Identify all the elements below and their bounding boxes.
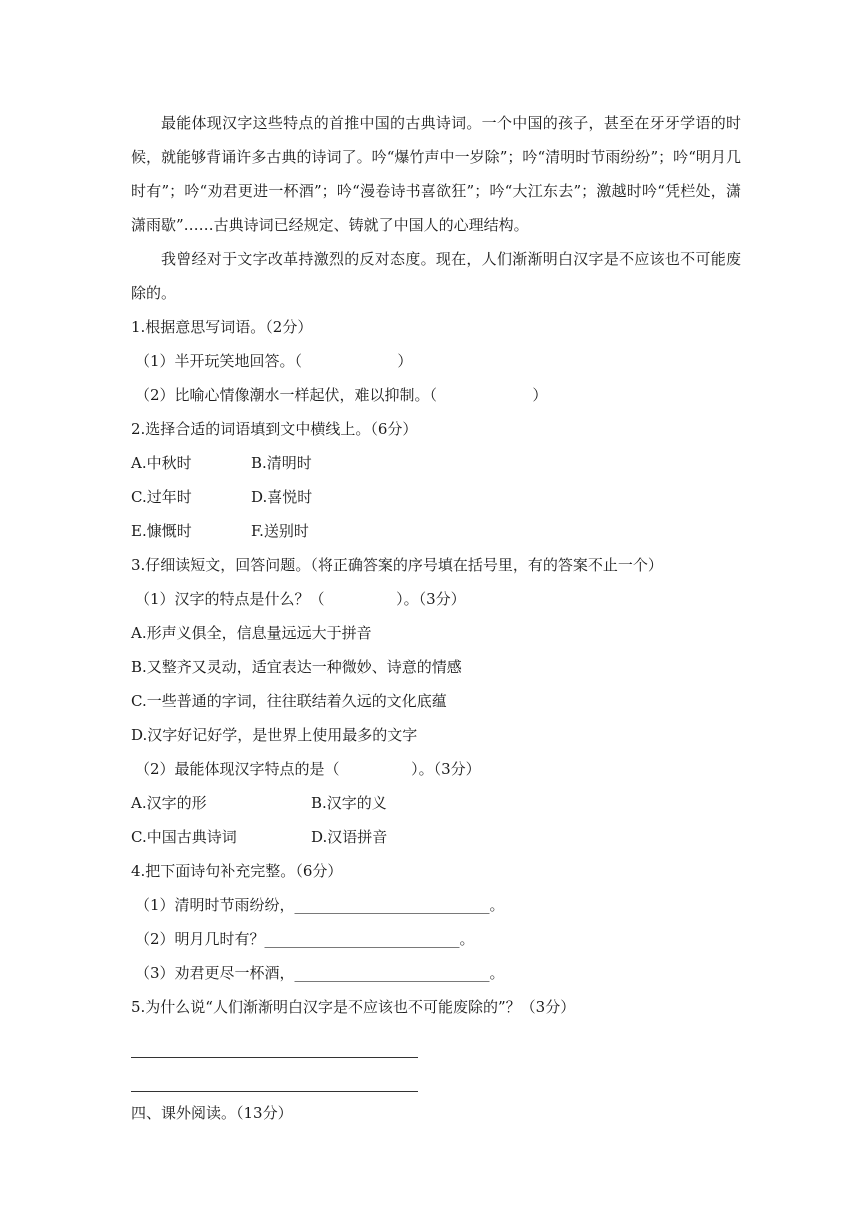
option-d: D.汉语拼音 [311, 828, 388, 846]
question-3-sub-2-options-row [131, 786, 741, 820]
question-3-sub-1-option-a: A.形声义俱全，信息量远远大于拼音 [131, 624, 372, 642]
section-4-heading: 四、课外阅读。（13分） [131, 1104, 293, 1122]
question-2-options-row [131, 446, 741, 480]
question-3-sub-1: （1）汉字的特点是什么？（ ）。（3分） [135, 590, 466, 608]
option-f: F.送别时 [251, 522, 309, 540]
paragraph-poetry: 最能体现汉字这些特点的首推中国的古典诗词。一个中国的孩子，甚至在牙牙学语的时候，就能够背诵许多古典的诗词了。吟“爆竹声中一岁除”；吟“清明时节雨纷纷”；吟“明月几时有”；吟“劝君更进一杯酒”；吟“漫卷诗书喜欲狂”；吟“大江东去”；激越时吟“凭栏处，潇潇雨歇”……古典诗词已经规定、铸就了中国人的心理结构。 [131, 114, 741, 234]
question-5-title: 5.为什么说“人们渐渐明白汉字是不应该也不可能废除的”？（3分） [131, 998, 576, 1016]
question-1-item-2: （2）比喻心情像潮水一样起伏，难以抑制。（ ） [135, 386, 548, 404]
option-d: D.喜悦时 [251, 488, 313, 506]
option-e: E.慷慨时 [131, 522, 192, 540]
question-1-item-1: （1）半开玩笑地回答。（ ） [135, 352, 413, 370]
question-4-item-2: （2）明月几时有？__________________________。 [135, 930, 475, 948]
option-b: B.清明时 [251, 454, 312, 472]
question-4-item-3: （3）劝君更尽一杯酒，__________________________。 [135, 964, 505, 982]
question-4-item-1: （1）清明时节雨纷纷，__________________________。 [135, 896, 505, 914]
answer-line[interactable] [131, 1024, 418, 1058]
question-3-sub-1-option-b: B.又整齐又灵动，适宜表达一种微妙、诗意的情感 [131, 658, 462, 676]
question-3-sub-2-options-row [131, 820, 741, 854]
option-c: C.中国古典诗词 [131, 828, 237, 846]
option-c: C.过年时 [131, 488, 192, 506]
option-b: B.汉字的义 [311, 794, 387, 812]
option-a: A.汉字的形 [131, 794, 207, 812]
question-1-title: 1.根据意思写词语。（2分） [131, 318, 313, 336]
document-body [131, 106, 741, 1130]
question-2-title: 2.选择合适的词语填到文中横线上。（6分） [131, 420, 418, 438]
answer-line[interactable] [131, 1058, 418, 1092]
option-a: A.中秋时 [131, 454, 192, 472]
question-3-sub-1-option-c: C.一些普通的字词，往往联结着久远的文化底蕴 [131, 692, 447, 710]
question-3-title: 3.仔细读短文，回答问题。（将正确答案的序号填在括号里，有的答案不止一个） [131, 556, 663, 574]
question-2-options-row [131, 480, 741, 514]
question-4-title: 4.把下面诗句补充完整。（6分） [131, 862, 343, 880]
question-2-options-row [131, 514, 741, 548]
question-3-sub-2: （2）最能体现汉字特点的是（ ）。（3分） [135, 760, 481, 778]
paragraph-opinion: 我曾经对于文字改革持激烈的反对态度。现在，人们渐渐明白汉字是不应该也不可能废除的。 [131, 250, 741, 302]
question-3-sub-1-option-d: D.汉字好记好学，是世界上使用最多的文字 [131, 726, 418, 744]
